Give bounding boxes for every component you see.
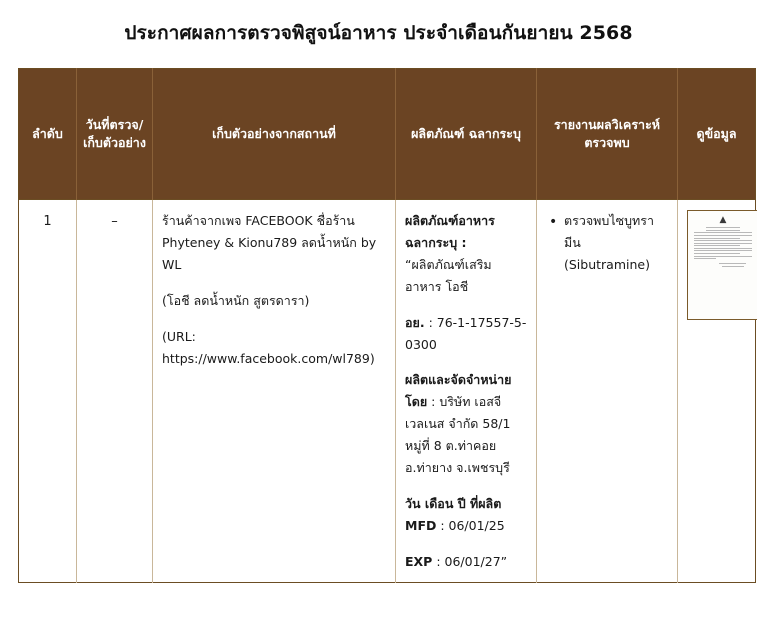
product-maker-label: ผลิตและจัดจำหน่ายโดย [405,372,512,410]
place-line-1: ร้านค้าจากเพจ FACEBOOK ชื่อร้าน Phyteney & Kionu789 ลดน้ำหนัก by WL [162,213,377,272]
document-thumbnail-content [694,216,752,314]
column-header-date: วันที่ตรวจ/เก็บตัวอย่าง [77,69,153,200]
product-label-head: ผลิตภัณฑ์อาหาร ฉลากระบุ : [405,213,495,250]
product-mfd-head: วัน เดือน ปี ที่ผลิต [405,495,502,511]
page-title: ประกาศผลการตรวจพิสูจน์อาหาร ประจำเดือนกันยายน 2568 [124,21,633,44]
product-mfd [405,493,527,537]
product-fda-value: : 76-1-17557-5-0300 [405,314,527,352]
table-header-row [19,69,756,200]
column-header-place: เก็บตัวอย่างจากสถานที่ [153,69,396,200]
column-header-sequence: ลำดับ [19,69,77,200]
product-fda [405,312,527,356]
place-line-3: (URL: https://www.facebook.com/wl789) [162,328,375,366]
product-fda-label: อย. [405,314,425,330]
row-sequence-number: 1 [43,214,52,230]
product-exp-value: : 06/01/27” [436,553,508,569]
column-header-document: ดูข้อมูล [678,69,756,200]
results-table [18,68,756,583]
table-container [0,68,757,583]
row-date-value: – [111,214,118,230]
cell-date [77,200,153,583]
product-mfd-value: : 06/01/25 [440,517,505,533]
product-maker-value: : บริษัท เอสจี เวลเนส จำกัด 58/1 หมู่ที่ 8 ต.ท่าคอย อ.ท่ายาง จ.เพชรบุรี [405,394,511,475]
cell-sequence [19,200,77,583]
table-row [19,200,756,583]
cell-document [678,200,756,583]
table-body [19,200,756,583]
table-head [19,69,756,200]
product-label-value: “ผลิตภัณฑ์เสริมอาหาร โอชี [405,256,492,294]
cell-place [153,200,396,583]
result-list [546,210,668,276]
column-header-product: ผลิตภัณฑ์ ฉลากระบุ [396,69,537,200]
product-label [405,210,527,298]
cell-result [537,200,678,583]
place-line-2: (โอชี ลดน้ำหนัก สูตรดารา) [162,292,310,308]
product-mfd-label: MFD [405,517,437,533]
cell-product [396,200,537,583]
product-exp [405,551,527,573]
garuda-emblem-icon: ▲ [719,215,727,226]
product-exp-label: EXP [405,553,433,569]
report-page [0,13,757,584]
document-thumbnail-icon[interactable] [687,210,757,320]
product-maker [405,369,527,478]
list-item: • ตรวจพบไซบูทรามีน (Sibutramine) [562,210,668,276]
column-header-result: รายงานผลวิเคราะห์ตรวจพบ [537,69,678,200]
